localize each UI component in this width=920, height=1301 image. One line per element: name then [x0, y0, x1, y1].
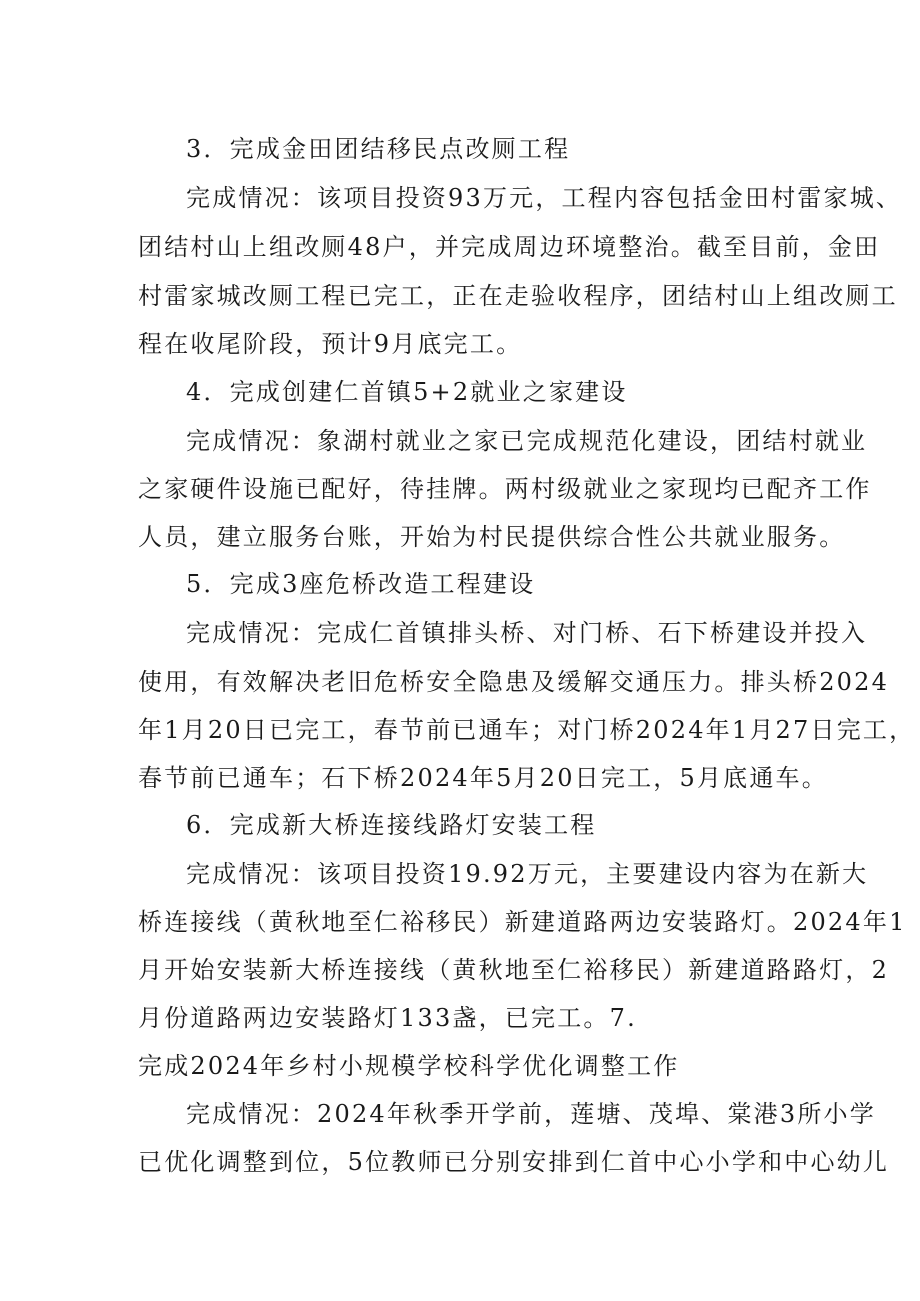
heading-4: 4．完成创建仁首镇5+2就业之家建设 — [186, 378, 628, 406]
paragraph-line: 月开始安装新大桥连接线（黄秋地至仁裕移民）新建道路路灯，2 — [138, 956, 890, 984]
heading-5: 5．完成3座危桥改造工程建设 — [186, 570, 536, 598]
paragraph-line: 之家硬件设施已配好，待挂牌。两村级就业之家现均已配齐工作 — [138, 475, 872, 503]
paragraph-line: 完成情况：该项目投资93万元，工程内容包括金田村雷家城、 — [186, 184, 903, 212]
heading-7: 完成2024年乡村小规模学校科学优化调整工作 — [138, 1052, 680, 1080]
paragraph-line: 月份道路两边安装路灯133盏，已完工。7. — [138, 1004, 637, 1032]
paragraph-line: 使用，有效解决老旧危桥安全隐患及缓解交通压力。排头桥2024 — [138, 668, 890, 696]
paragraph-line: 程在收尾阶段，预计9月底完工。 — [138, 330, 523, 358]
paragraph-line: 完成情况：完成仁首镇排头桥、对门桥、石下桥建设并投入 — [186, 619, 868, 647]
paragraph-line: 春节前已通车；石下桥2024年5月20日完工，5月底通车。 — [138, 764, 828, 792]
paragraph-line: 桥连接线（黄秋地至仁裕移民）新建道路两边安装路灯。2024年1 — [138, 908, 907, 936]
paragraph-line: 年1月20日已完工，春节前已通车；对门桥2024年1月27日完工， — [138, 716, 916, 744]
paragraph-line: 完成情况：象湖村就业之家已完成规范化建设，团结村就业 — [186, 427, 868, 455]
paragraph-line: 完成情况：2024年秋季开学前，莲塘、茂埠、棠港3所小学 — [186, 1100, 876, 1128]
paragraph-line: 完成情况：该项目投资19.92万元，主要建设内容为在新大 — [186, 860, 869, 888]
heading-3: 3．完成金田团结移民点改厕工程 — [186, 135, 571, 163]
paragraph-line: 人员，建立服务台账，开始为村民提供综合性公共就业服务。 — [138, 523, 846, 551]
heading-6: 6．完成新大桥连接线路灯安装工程 — [186, 811, 597, 839]
paragraph-line: 村雷家城改厕工程已完工，正在走验收程序，团结村山上组改厕工 — [138, 282, 898, 310]
paragraph-line: 团结村山上组改厕48户，并完成周边环境整治。截至目前，金田 — [138, 233, 881, 261]
paragraph-line: 已优化调整到位，5位教师已分别安排到仁首中心小学和中心幼儿 — [138, 1148, 890, 1176]
